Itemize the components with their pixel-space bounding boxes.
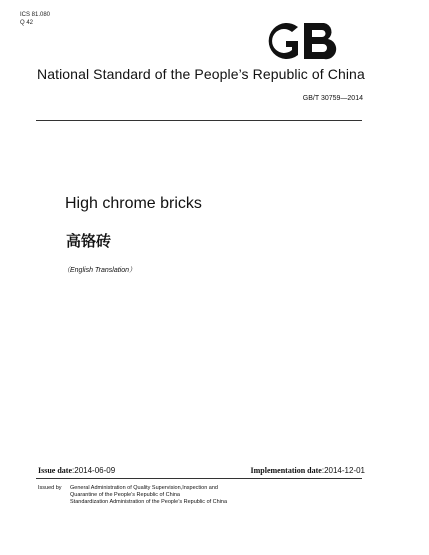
gb-logo-icon bbox=[262, 19, 342, 63]
issuer-line-1: General Administration of Quality Supervision,Inspection and bbox=[70, 485, 218, 491]
issuing-authorities bbox=[70, 485, 227, 506]
bottom-divider bbox=[36, 478, 362, 479]
translation-note: （English Translation） bbox=[63, 267, 137, 274]
issue-date bbox=[38, 466, 115, 475]
issued-by-label: Issued by bbox=[38, 485, 62, 491]
issue-date-label: Issue date bbox=[38, 466, 73, 475]
issuer-line-2: Quarantine of the People’s Republic of China bbox=[70, 492, 180, 498]
implementation-date-colon: : bbox=[321, 466, 325, 475]
title-english: High chrome bricks bbox=[65, 195, 202, 212]
issuer-line-3: Standardization Administration of the People’s Republic of China bbox=[70, 499, 228, 505]
ics-block bbox=[20, 11, 50, 27]
top-divider bbox=[36, 120, 362, 121]
implementation-date-label: Implementation date bbox=[250, 466, 322, 475]
national-standard-heading: National Standard of the People’s Republic of China bbox=[37, 66, 365, 82]
classification-code: Q 42 bbox=[20, 20, 34, 26]
issue-date-value: 2014-06-09 bbox=[74, 466, 116, 475]
implementation-date bbox=[251, 466, 365, 475]
title-chinese: 高铬砖 bbox=[66, 232, 112, 250]
ics-code: ICS 81.080 bbox=[20, 12, 51, 18]
standard-number: GB/T 30759—2014 bbox=[302, 95, 363, 102]
gb-logo-text: GB bbox=[262, 19, 264, 20]
issue-date-colon: : bbox=[72, 466, 75, 475]
implementation-date-value: 2014-12-01 bbox=[324, 466, 365, 475]
